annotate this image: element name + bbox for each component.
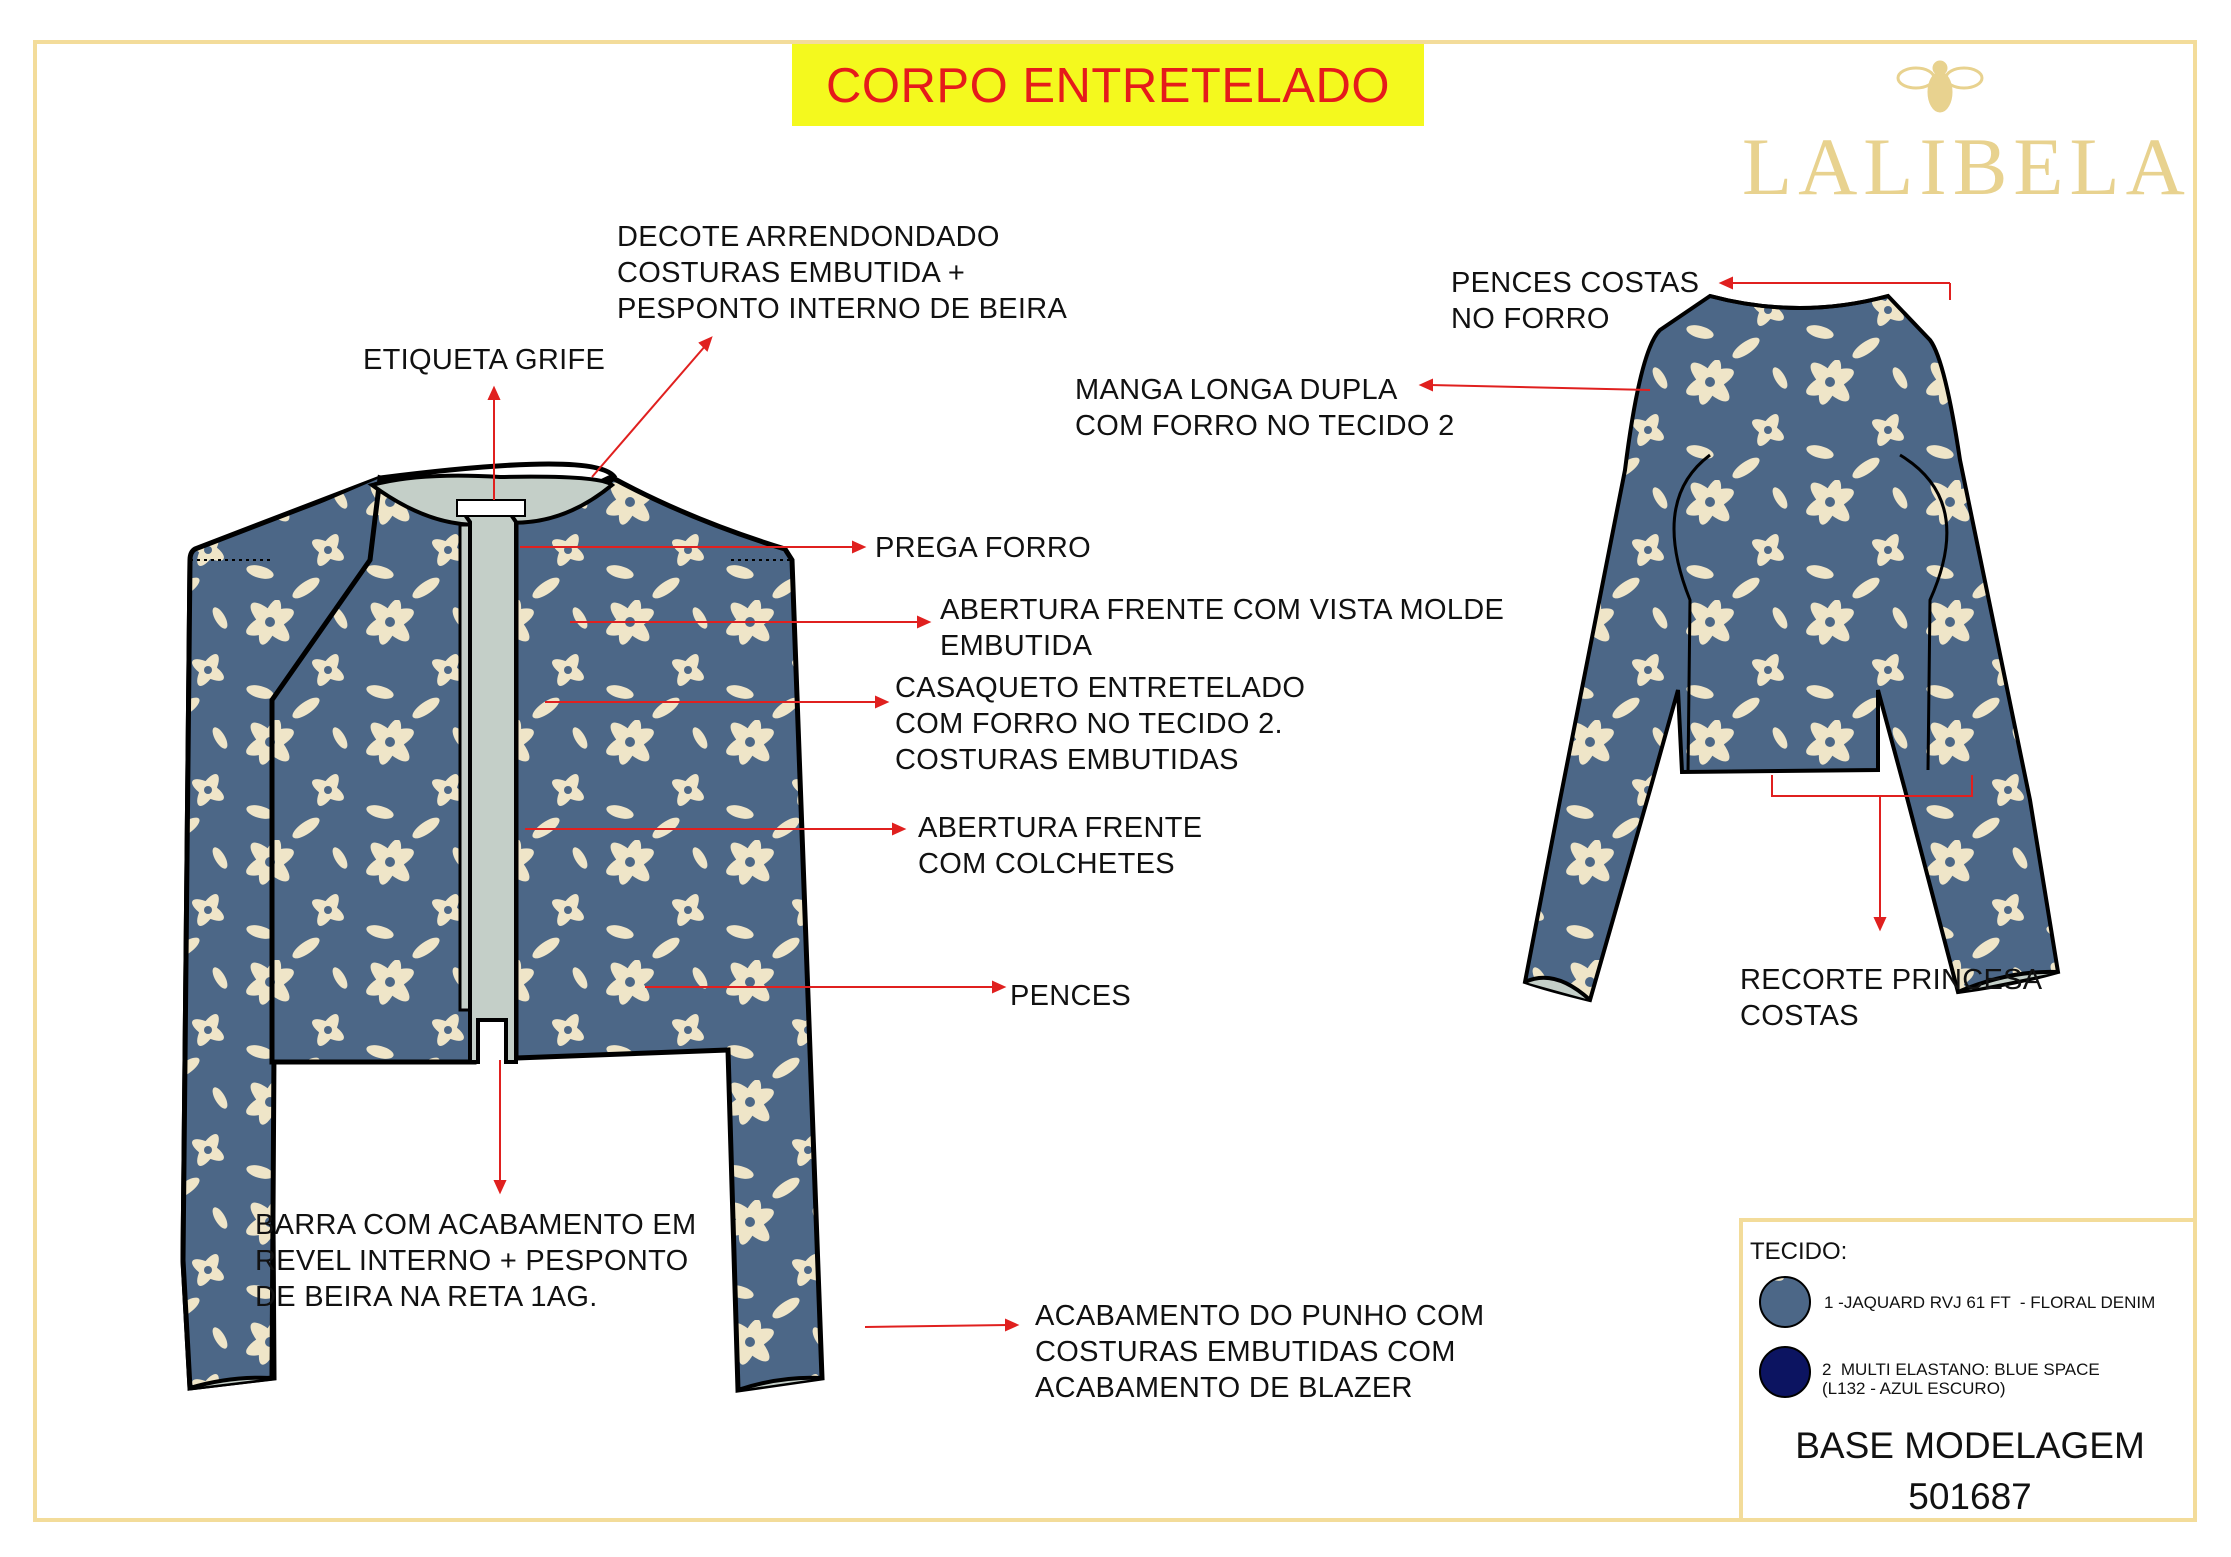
note-pences-costas: PENCES COSTAS NO FORRO bbox=[1451, 267, 1700, 335]
back-jacket bbox=[1525, 296, 2058, 1000]
note-etiqueta: ETIQUETA GRIFE bbox=[363, 344, 606, 376]
base-modelagem-label: BASE MODELAGEM bbox=[1795, 1425, 2145, 1466]
note-manga: MANGA LONGA DUPLA COM FORRO NO TECIDO 2 bbox=[1075, 374, 1455, 442]
note-abertura-vista: ABERTURA FRENTE COM VISTA MOLDE EMBUTIDA bbox=[940, 594, 1505, 662]
legend-fabric-2: 2 MULTI ELASTANO: BLUE SPACE (L132 - AZUL ESCURO) bbox=[1822, 1360, 2100, 1398]
note-recorte: RECORTE PRINCESA COSTAS bbox=[1740, 964, 2043, 1032]
bee-logo-icon bbox=[1898, 62, 1982, 111]
note-colchetes: ABERTURA FRENTE COM COLCHETES bbox=[918, 812, 1203, 880]
note-punho: ACABAMENTO DO PUNHO COM COSTURAS EMBUTIDAS COM ACABAMENTO DE BLAZER bbox=[1035, 1300, 1485, 1404]
brand-logo-text: LALIBELA bbox=[1742, 121, 2191, 212]
base-modelagem-code: 501687 bbox=[1908, 1476, 2032, 1517]
legend-fabric-1: 1 -JAQUARD RVJ 61 FT - FLORAL DENIM bbox=[1824, 1293, 2156, 1312]
note-prega: PREGA FORRO bbox=[875, 532, 1091, 564]
page-title: CORPO ENTRETELADO bbox=[826, 59, 1390, 113]
note-barra: BARRA COM ACABAMENTO EM REVEL INTERNO + PESPONTO DE BEIRA NA RETA 1AG. bbox=[255, 1209, 697, 1313]
note-casaqueto: CASAQUETO ENTRETELADO COM FORRO NO TECIDO 2. COSTURAS EMBUTIDAS bbox=[895, 672, 1306, 776]
legend-title: TECIDO: bbox=[1750, 1238, 1848, 1265]
note-decote: DECOTE ARRENDONDADO COSTURAS EMBUTIDA + PESPONTO INTERNO DE BEIRA bbox=[617, 221, 1068, 325]
note-pences: PENCES bbox=[1010, 980, 1132, 1012]
